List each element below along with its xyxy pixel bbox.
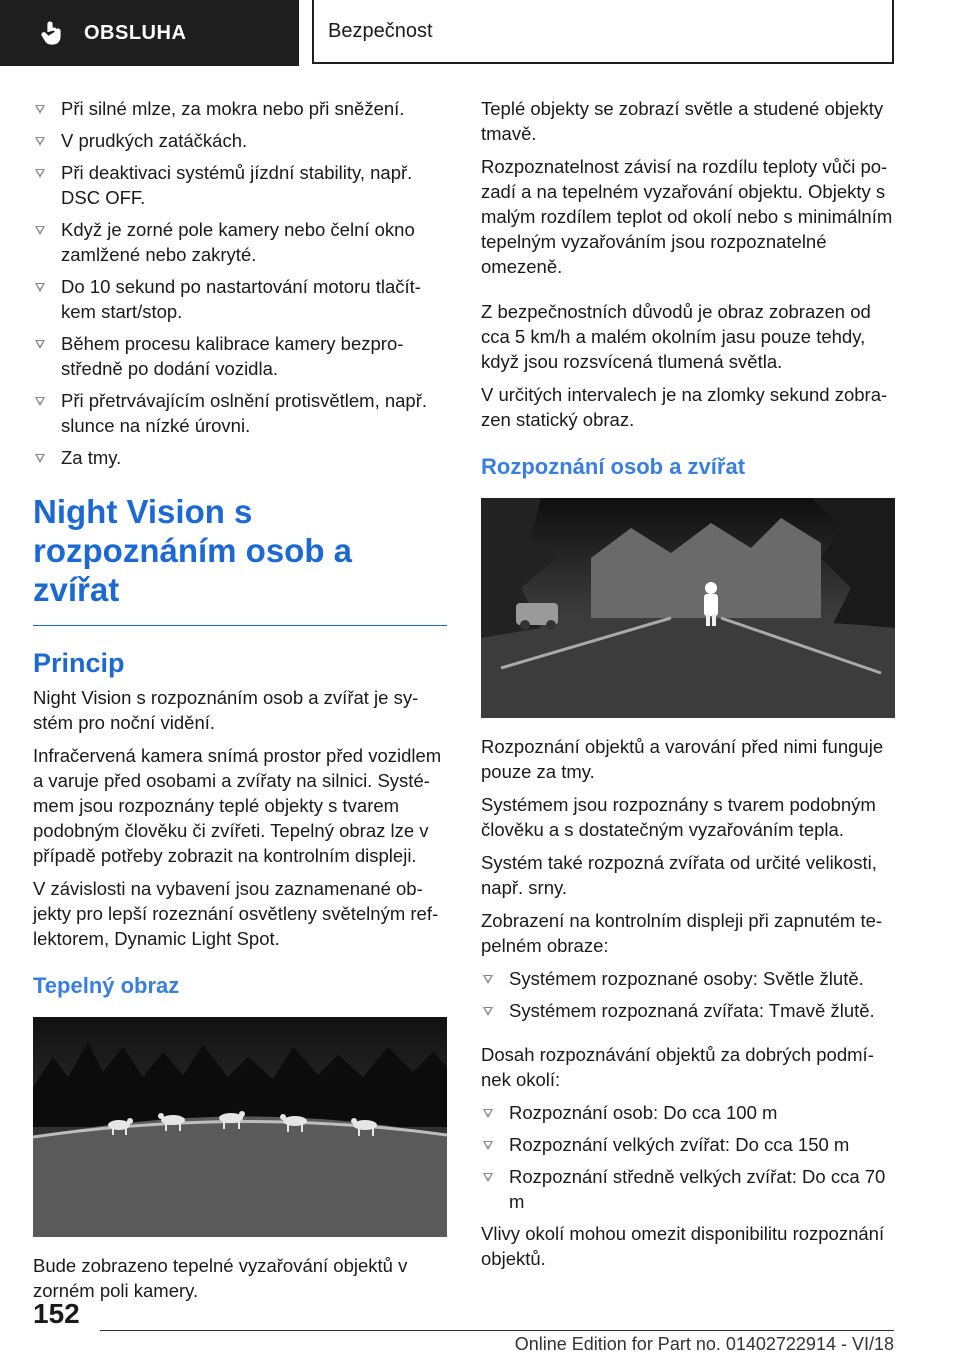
list-item: Rozpoznání velkých zvířat: Do cca 150 m xyxy=(481,1132,895,1157)
hand-pointer-icon xyxy=(40,20,66,46)
bullet-triangle-icon xyxy=(483,1109,493,1118)
section-tab xyxy=(0,0,299,66)
list-item: Když je zorné pole kamery nebo čelní okno zamlžené nebo zakryté. xyxy=(33,217,447,267)
bullet-triangle-icon xyxy=(35,397,45,406)
paragraph: Vlivy okolí mohou omezit disponibilitu rozpoznání objektů. xyxy=(481,1223,885,1269)
range-list xyxy=(481,1100,895,1214)
list-item: Při silné mlze, za mokra nebo při sněžení. xyxy=(33,96,447,121)
left-column xyxy=(33,96,447,1311)
bullet-triangle-icon xyxy=(35,283,45,292)
thermal-image-pedestrian xyxy=(481,498,895,718)
paragraph: V určitých intervalech je na zlomky sekund zobrazen statický obraz. xyxy=(481,384,888,430)
title-divider xyxy=(33,625,447,626)
list-item: Za tmy. xyxy=(33,445,447,470)
thermal-heading: Tepelný obraz xyxy=(33,973,180,998)
paragraph: Systém také rozpozná zvířata od určité velikosti, např. srny. xyxy=(481,852,877,898)
paragraph: Teplé objekty se zobrazí světle a studené objekty tmavě. xyxy=(481,98,884,144)
detection-heading: Rozpoznání osob a zvířat xyxy=(481,454,746,479)
list-item: Do 10 sekund po nastartování motoru tlačítkem start/stop. xyxy=(33,274,447,324)
thermal-caption: Bude zobrazeno tepelné vyzařování objektů v zorném poli kamery. xyxy=(33,1255,408,1301)
edition-text: Online Edition for Part no. 01402722914 - VI/18 xyxy=(514,1334,894,1354)
list-item: Rozpoznání středně velkých zvířat: Do cca 70 m xyxy=(481,1164,895,1214)
list-item: Systémem rozpoznané osoby: Světle žlutě. xyxy=(481,966,895,991)
paragraph: Rozpoznatelnost závisí na rozdílu teploty vůči pozadí a na tepelném vyzařování objektu. Objekty s malým rozdílem teplot od okolí nebo s minimálním tepelným vyzařováním jsou rozpoznatelné omezeně. xyxy=(481,156,893,277)
paragraph: Z bezpečnostních důvodů je obraz zobrazen od cca 5 km/h a malém okolním jasu pouze tehdy, když jsou rozsvícená tlumená světla. xyxy=(481,301,871,372)
bullet-triangle-icon xyxy=(483,1141,493,1150)
paragraph: Zobrazení na kontrolním displeji při zapnutém tepelném obraze: xyxy=(481,910,883,956)
limitations-list xyxy=(33,96,447,470)
section-title: Night Vision s rozpoznáním osob a zvířat xyxy=(33,493,353,608)
paragraph: Systémem jsou rozpoznány s tvarem podobným člověku a s dostatečným vyzařováním tepla. xyxy=(481,794,876,840)
paragraph: Dosah rozpoznávání objektů za dobrých podmínek okolí: xyxy=(481,1044,874,1090)
paragraph: Rozpoznání objektů a varování před nimi funguje pouze za tmy. xyxy=(481,736,884,782)
bullet-triangle-icon xyxy=(35,340,45,349)
bullet-triangle-icon xyxy=(483,1173,493,1182)
page-number: 152 xyxy=(33,1298,80,1329)
bullet-triangle-icon xyxy=(483,1007,493,1016)
thermal-image-animals xyxy=(33,1017,447,1237)
bullet-triangle-icon xyxy=(483,975,493,984)
footer-divider xyxy=(100,1330,894,1331)
right-column xyxy=(481,96,895,1279)
paragraph: Infračervená kamera snímá prostor před vozidlem a varuje před osobami a zvířaty na silnici. Systémem jsou rozpoznány teplé objekty s tvarem podobným člověku či zvířeti. Tepelný obraz lze v případě potřeby zobrazit na kontrolním displeji. xyxy=(33,745,442,866)
bullet-triangle-icon xyxy=(35,226,45,235)
paragraph: V závislosti na vybavení jsou zaznamenané objekty pro lepší rozeznání osvětleny světelným reflektorem, Dynamic Light Spot. xyxy=(33,878,439,949)
list-item: V prudkých zatáčkách. xyxy=(33,128,447,153)
page-header xyxy=(0,0,960,66)
bullet-triangle-icon xyxy=(35,105,45,114)
principle-heading: Princip xyxy=(33,648,125,678)
topic-tab xyxy=(312,0,894,64)
bullet-triangle-icon xyxy=(35,454,45,463)
bullet-triangle-icon xyxy=(35,169,45,178)
list-item: Při deaktivaci systémů jízdní stability, např. DSC OFF. xyxy=(33,160,447,210)
list-item: Při přetrvávajícím oslnění protisvětlem, např. slunce na nízké úrovni. xyxy=(33,388,447,438)
paragraph: Night Vision s rozpoznáním osob a zvířat je systém pro noční vidění. xyxy=(33,687,419,733)
list-item: Rozpoznání osob: Do cca 100 m xyxy=(481,1100,895,1125)
display-colors-list xyxy=(481,966,895,1023)
bullet-triangle-icon xyxy=(35,137,45,146)
topic-label: Bezpečnost xyxy=(328,19,433,42)
section-label: OBSLUHA xyxy=(84,21,187,44)
list-item: Systémem rozpoznaná zvířata: Tmavě žlutě. xyxy=(481,998,895,1023)
list-item: Během procesu kalibrace kamery bezprostředně po dodání vozidla. xyxy=(33,331,447,381)
